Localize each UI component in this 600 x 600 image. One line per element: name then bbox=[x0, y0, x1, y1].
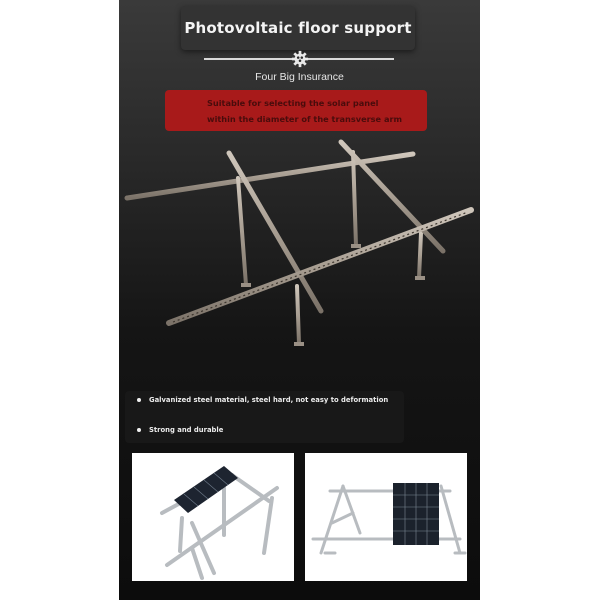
gallery-image-front bbox=[305, 453, 467, 581]
feature-text: Strong and durable bbox=[149, 426, 224, 434]
hero-product-image bbox=[119, 138, 480, 358]
bullet-icon bbox=[137, 398, 141, 402]
feature-item bbox=[137, 426, 223, 434]
page-title: Photovoltaic floor support bbox=[184, 19, 412, 37]
feature-item bbox=[137, 396, 388, 404]
divider-right bbox=[308, 58, 394, 60]
highlight-line-1: Suitable for selecting the solar panel bbox=[207, 98, 379, 108]
features-list bbox=[125, 391, 404, 443]
bullet-icon bbox=[137, 428, 141, 432]
feature-text: Galvanized steel material, steel hard, not easy to deformation bbox=[149, 396, 389, 404]
title-box bbox=[181, 6, 415, 50]
highlight-banner bbox=[165, 90, 427, 131]
highlight-line-2: within the diameter of the transverse arm bbox=[207, 114, 403, 124]
gear-icon bbox=[291, 50, 309, 68]
subtitle: Four Big Insurance bbox=[255, 71, 344, 83]
product-detail-panel bbox=[119, 0, 480, 600]
divider-left bbox=[204, 58, 294, 60]
gallery-image-angled bbox=[132, 453, 294, 581]
